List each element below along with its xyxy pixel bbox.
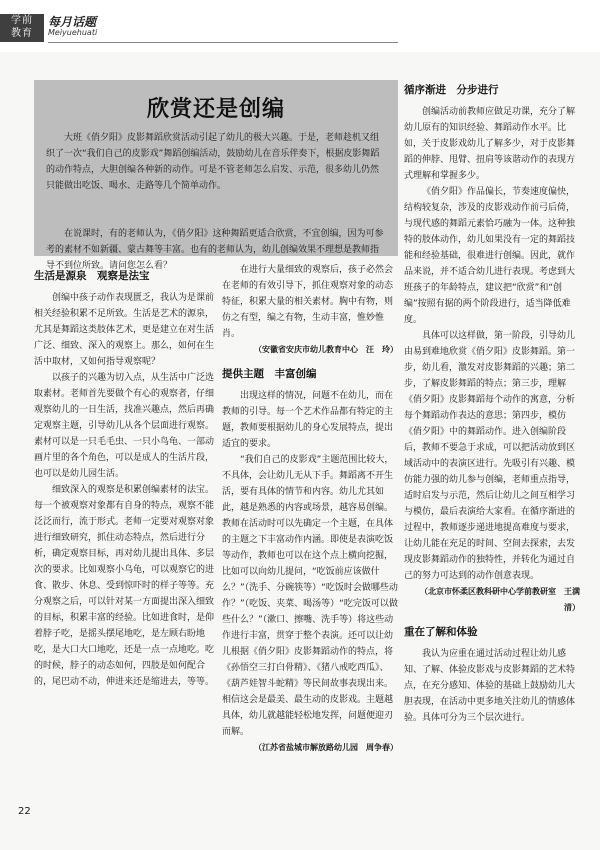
left-paragraph-1: 创编中孩子动作表现匮乏，我认为是课前相关经验积累不足所致。生活是艺术的源泉，尤其是舞蹈这类肢体艺术，更是建立在对生活广泛、细致、深入的观察上。那么，如何在生活中取材，又如何指导观察呢？: [34, 293, 215, 367]
middle-paragraph-3: “我们自己的皮影戏”主题范围比较大，不具体，会让幼儿无从下手。舞蹈离不开生活，要有具体的情节和内容。幼儿尤其如此，越是熟悉的内容或场景，越容易创编。教师在活动时可以先确定一个主题，在具体的主题之下丰富动作内涵。即使是表演吃饭等动作，教师也可以在这个点上横向挖掘，比如可以向幼儿提问，“吃饭前应该做什么？”（洗手、分碗筷等）“吃饭时会做哪些动作？”（吃饭、夹菜、喝汤等）“吃完饭可以做些什么？”（漱口、擦嘴、洗手等）将这些动作进行丰富，贯穿于整个表演。还可以让幼儿根据《俏夕阳》皮影舞蹈动作的特点，将《孙悟空三打白骨精》、《猪八戒吃西瓜》、《葫芦娃智斗蛇精》等民间故事表现出来。相信这会是最美、最生动的皮影戏。主题越具体，幼儿就越能轻松地发挥，问题便迎刃而解。: [222, 455, 398, 737]
section-badge: [0, 14, 44, 42]
left-paragraph-3: 细致深入的观察是积累创编素材的法宝。每一个被观察对象都有自身的特点，观察不能泛泛而行，流于形式。老师一定要对观察对象进行细致研究，抓住动态特点，然后进行分析，确定观察目标，再对幼儿提出具体、多层次的要求。比如观察小乌龟，可以观察它的进食、散步、休息、受到惊吓时的样子等等。充分观察之后，可以针对某一方面提出深入细致的目标，积累丰富的经验。比如进食时，是仰着脖子吃，是摇头摆尾地吃，是左顾右盼地吃，是大口大口地吃，还是一点一点地吃。吃的时候，脖子的动态如何，四肢是如何配合的，尾巴动不动，伸进来还是缩进去，等等。: [34, 485, 215, 687]
intro-box: [34, 80, 398, 271]
page-number: 22: [18, 806, 31, 817]
author-credit-1: （安徽省安庆市幼儿教育中心 汪 玲）: [254, 345, 398, 354]
intro-paragraph-2: 在说课时，有的老师认为，《俏夕阳》这种舞蹈更适合欣赏，不宜创编，因为可参考的素材不如新疆、蒙古舞等丰富。也有的老师认为，幼儿创编效果不理想是教师指导不到位所致。请问您怎么看？: [46, 229, 384, 271]
right-heading-2: 重在了解和体验: [404, 626, 478, 638]
column-title: 每月话题: [48, 15, 97, 29]
middle-paragraph-1: 在进行大量细致的观察后，孩子必然会在老师的有效引导下，抓住观察对象的动态特征，积累大量的相关素材。胸中有物，则仿之有型，编之有物，生动丰富，惟妙惟肖。: [222, 265, 394, 339]
left-column: [34, 268, 220, 690]
right-column: [404, 82, 580, 726]
author-credit-3: （北京市怀柔区教科研中心学前教研室 王满清）: [420, 587, 580, 612]
right-heading-1: 循序渐进 分步进行: [404, 84, 499, 96]
badge-line2: 教育: [11, 28, 33, 39]
middle-column: [222, 262, 398, 756]
right-paragraph-4: 我认为应重在通过活动过程让幼儿感知、了解、体验皮影戏与皮影舞蹈的艺术特点，在充分感知、体验的基础上鼓励幼儿大胆表现，在活动中更多地关注幼儿的情感体验。具体可分为三个层次进行。: [404, 649, 576, 723]
header-rule: [48, 42, 398, 43]
page-header: [0, 0, 600, 52]
middle-paragraph-2: 出现这样的情况，问题不在幼儿，而在教师的引导。每一个艺术作品都有特定的主题，教师要根据幼儿的身心发展特点，提出适宜的要求。: [222, 391, 394, 449]
author-credit-2: （江苏省盐城市解放路幼儿园 周争春）: [254, 743, 398, 752]
badge-line1: 学前: [11, 15, 33, 26]
middle-heading: 提供主题 丰富创编: [222, 368, 317, 380]
intro-paragraph-1: 大班《俏夕阳》皮影舞蹈欣赏活动引起了幼儿的极大兴趣。于是，老师趁机又组织了一次“我们自己的皮影戏”舞蹈创编活动，鼓励幼儿在音乐伴奏下，根据皮影舞蹈的动作特点，大胆创编各种新的动作。可是不管老师怎么启发、示范，很多幼儿仍然只能做出吃饭、喝水、走路等几个简单动作。: [46, 133, 380, 191]
left-heading-1: 生活是源泉 观察是法宝: [34, 270, 150, 282]
left-paragraph-2: 以孩子的兴趣为切入点，从生活中广泛选取素材。老师首先要做个有心的观察者，仔细观察幼儿的一日生活，找准兴趣点，然后再确定观察主题，引导幼儿从各个层面进行观察。素材可以是一只毛毛虫、一只小鸟龟、一部动画片里的各个角色，可以是成人的生活片段，也可以是幼儿园生活。: [34, 373, 215, 479]
article-title: 欣赏还是创编: [146, 96, 285, 122]
right-paragraph-1: 创编活动前教师应做足功课，充分了解幼儿原有的知识经验、舞蹈动作水平。比如，关于皮影戏幼儿了解多少，对于皮影舞蹈的伸脖、甩臂、扭肩等该谐动作的表现方式理解和掌握多少。: [404, 107, 576, 181]
right-paragraph-2: 《俏夕阳》作品偏长，节奏速度偏快，结构较复杂，涉及的皮影戏动作前弓后倚，与现代感的舞蹈元素恰巧融为一体。这种独特的肢体动作，幼儿如果没有一定的舞蹈技能和经验基础，很难进行创编。因此，就作品来说，并不适合幼儿进行表现。考虑到大班孩子的年龄特点，建议把“欣赏”和“创编”按照有据的两个阶段进行，适当降低难度。: [404, 187, 576, 325]
column-subtitle: Meiyuehuati: [48, 28, 98, 37]
right-paragraph-3: 具体可以这样做，第一阶段，引导幼儿由易到难地欣赏《俏夕阳》皮影舞蹈。第一步，幼儿看，激发对皮影舞蹈的兴趣；第二步，了解皮影舞蹈的特点；第三步，理解《俏夕阳》皮影舞蹈每个动作的寓意，分析每个舞蹈动作表达的意思；第四步，模仿《俏夕阳》中的舞蹈动作。进入创编阶段后，教师不要急于求成，可以把活动放到区域活动中的表演区进行。先吸引有兴趣、模仿能力强的幼儿参与创编，老师重点指导，适时启发与示范，然后让幼儿之间互相学习与模仿，最后表演给大家看。在循序渐进的过程中，教师逐步递进地提高难度与要求，让幼儿能在充足的时间、空间去探索，去发现皮影舞蹈动作的独特性，并转化为通过自己的努力可达到的动作创意表现。: [404, 331, 576, 581]
